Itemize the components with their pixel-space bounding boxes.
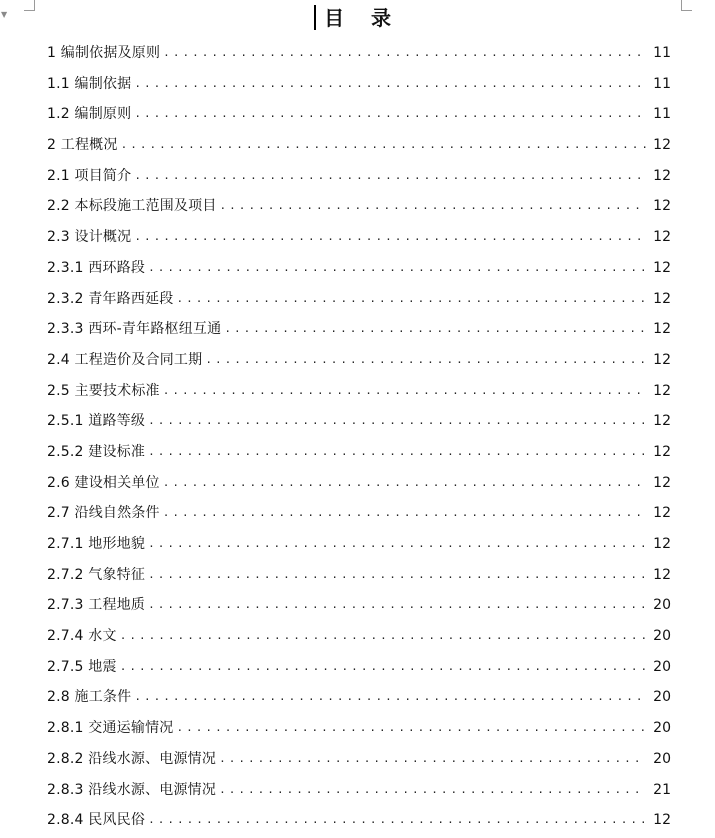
toc-entry-page: 12	[653, 321, 671, 338]
toc-dot-leader	[148, 406, 646, 437]
toc-dot-leader	[224, 314, 646, 345]
toc-entry[interactable]	[47, 69, 671, 100]
toc-entry-page: 12	[653, 259, 671, 276]
toc-entry-label: 2.7.2 气象特征	[47, 566, 146, 583]
toc-entry[interactable]	[47, 253, 671, 284]
toc-entry-page: 12	[653, 812, 671, 829]
toc-entry-page: 20	[653, 689, 671, 706]
toc-entry[interactable]	[47, 621, 671, 652]
toc-dot-leader	[148, 560, 646, 591]
toc-entry-label: 2.8.1 交通运输情况	[47, 720, 174, 737]
toc-dot-leader	[134, 99, 646, 130]
toc-entry-label: 1 编制依据及原则	[47, 45, 161, 61]
toc-entry[interactable]	[47, 345, 671, 376]
toc-entry[interactable]	[47, 161, 671, 192]
toc-entry[interactable]	[47, 498, 671, 529]
toc-entry-page: 12	[653, 505, 671, 522]
toc-entry-page: 11	[653, 75, 671, 92]
toc-entry-page: 20	[653, 720, 671, 737]
toc-entry-page: 12	[653, 566, 671, 583]
toc-entry-page: 12	[653, 536, 671, 552]
toc-dot-leader	[120, 652, 646, 683]
toc-entry[interactable]	[47, 560, 671, 591]
toc-entry-label: 2.5.1 道路等级	[47, 413, 146, 430]
toc-entry-label: 1.2 编制原则	[47, 106, 132, 123]
toc-entry-page: 12	[653, 413, 671, 430]
toc-entry-page: 12	[653, 167, 671, 184]
toc-entry-label: 2.3 设计概况	[47, 229, 132, 246]
toc-entry-label: 2.4 工程造价及合同工期	[47, 351, 203, 368]
toc-entry[interactable]	[47, 191, 671, 222]
toc-entry-page: 20	[653, 628, 671, 645]
collapse-arrow-icon[interactable]: ▼	[1, 10, 8, 19]
toc-dot-leader	[120, 621, 646, 652]
toc-entry-label: 2.7.4 水文	[47, 628, 117, 645]
toc-dot-leader	[121, 130, 646, 161]
toc-entry[interactable]	[47, 222, 671, 253]
toc-dot-leader	[134, 69, 646, 100]
toc-dot-leader	[163, 38, 646, 69]
toc-entry-label: 2.5 主要技术标准	[47, 382, 160, 399]
toc-dot-leader	[163, 468, 646, 499]
toc-entry[interactable]	[47, 805, 671, 836]
toc-dot-leader	[134, 222, 646, 253]
toc-entry[interactable]	[47, 468, 671, 499]
toc-entry-label: 2.7 沿线自然条件	[47, 505, 160, 522]
toc-dot-leader	[219, 744, 646, 775]
toc-entry[interactable]	[47, 529, 671, 560]
toc-entry[interactable]	[47, 376, 671, 407]
toc-entry-page: 12	[653, 443, 671, 460]
toc-entry-page: 12	[653, 137, 671, 154]
toc-dot-leader	[163, 376, 646, 407]
toc-entry-label: 2.8.2 沿线水源、电源情况	[47, 750, 217, 767]
toc-entry-page: 11	[653, 106, 671, 123]
toc-entry-page: 12	[653, 229, 671, 246]
toc-entry-label: 2 工程概况	[47, 137, 118, 154]
toc-dot-leader	[220, 191, 646, 222]
toc-entry-label: 2.1 项目简介	[47, 167, 132, 184]
toc-dot-leader	[148, 437, 646, 468]
toc-entry-label: 2.2 本标段施工范围及项目	[47, 198, 217, 215]
toc-entry-page: 20	[653, 658, 671, 675]
page-title: 目 录	[324, 6, 402, 30]
toc-entry[interactable]	[47, 744, 671, 775]
toc-dot-leader	[134, 682, 646, 713]
toc-entry[interactable]	[47, 437, 671, 468]
toc-dot-leader	[148, 253, 646, 284]
toc-entry-page: 12	[653, 474, 671, 491]
toc-entry-page: 12	[653, 198, 671, 215]
toc-entry-label: 2.8.4 民风民俗	[47, 812, 146, 829]
toc-dot-leader	[148, 529, 646, 560]
toc-entry-label: 2.5.2 建设标准	[47, 443, 146, 460]
toc-dot-leader	[134, 161, 646, 192]
toc-entry-page: 12	[653, 290, 671, 307]
toc-entry[interactable]	[47, 314, 671, 345]
toc-entry-page: 12	[653, 351, 671, 368]
toc-dot-leader	[205, 345, 646, 376]
toc-entry[interactable]	[47, 590, 671, 621]
toc-entry-label: 2.6 建设相关单位	[47, 474, 160, 491]
toc-dot-leader	[148, 590, 646, 621]
toc-dot-leader	[163, 498, 646, 529]
toc-entry-label: 2.3.3 西环-青年路枢纽互通	[47, 321, 222, 338]
toc-entry-label: 2.8.3 沿线水源、电源情况	[47, 781, 217, 798]
toc-dot-leader	[176, 284, 646, 315]
toc-dot-leader	[219, 775, 646, 806]
title-area	[0, 4, 715, 32]
toc-entry-label: 2.7.3 工程地质	[47, 597, 146, 614]
toc-entry-label: 2.3.1 西环路段	[47, 259, 146, 276]
toc-entry[interactable]	[47, 713, 671, 744]
toc-entry[interactable]	[47, 38, 671, 69]
toc-entry-page: 11	[653, 45, 671, 61]
toc-entry-label: 2.8 施工条件	[47, 689, 132, 706]
toc-entry-page: 20	[653, 597, 671, 614]
toc-entry[interactable]	[47, 775, 671, 806]
toc-entry-label: 2.3.2 青年路西延段	[47, 290, 174, 307]
toc-entry[interactable]	[47, 284, 671, 315]
toc-entry[interactable]	[47, 406, 671, 437]
table-of-contents	[47, 38, 671, 836]
toc-dot-leader	[148, 805, 646, 836]
toc-entry-label: 2.7.5 地震	[47, 658, 117, 675]
toc-dot-leader	[176, 713, 646, 744]
toc-entry[interactable]	[47, 682, 671, 713]
toc-entry-page: 21	[653, 781, 671, 798]
text-cursor	[314, 5, 316, 30]
toc-entry-label: 1.1 编制依据	[47, 75, 132, 92]
toc-entry[interactable]	[47, 652, 671, 683]
toc-entry-page: 12	[653, 382, 671, 399]
toc-entry[interactable]	[47, 130, 671, 161]
toc-entry-page: 20	[653, 750, 671, 767]
toc-entry-label: 2.7.1 地形地貌	[47, 536, 146, 552]
toc-entry[interactable]	[47, 99, 671, 130]
